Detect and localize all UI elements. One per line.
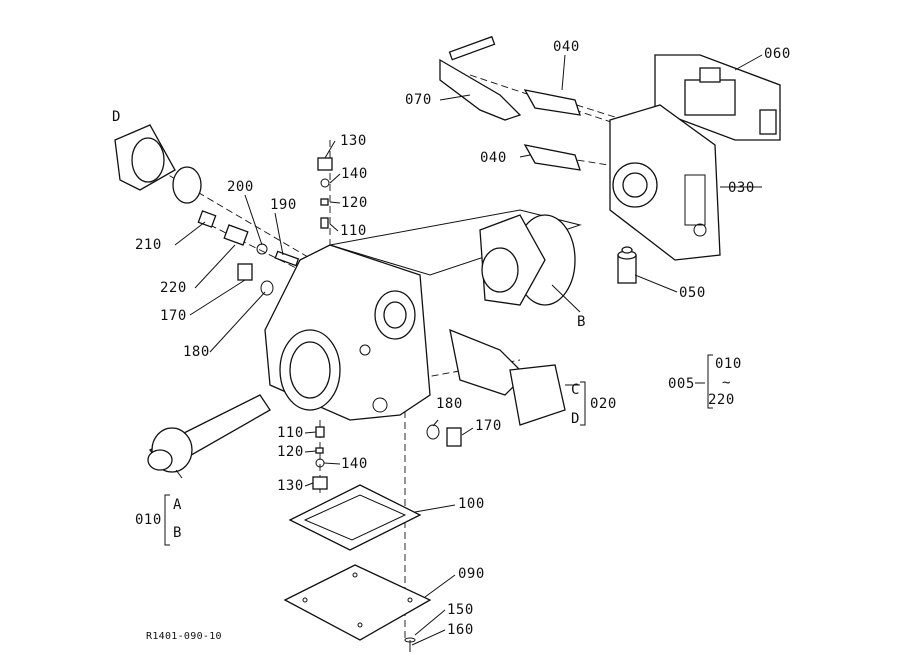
callout-b: B bbox=[173, 525, 182, 541]
figure-code: R1401-090-10 bbox=[146, 631, 222, 642]
callout-110-top: 110 bbox=[340, 223, 367, 239]
callout-040-mid: 040 bbox=[480, 150, 507, 166]
flange-d bbox=[115, 125, 201, 203]
callout-060: 060 bbox=[764, 46, 791, 62]
swash-plate-assembly bbox=[480, 215, 575, 305]
callout-210: 210 bbox=[135, 237, 162, 253]
callout-130-bottom: 130 bbox=[277, 478, 304, 494]
callout-040-top: 040 bbox=[553, 39, 580, 55]
callout-020: 020 bbox=[590, 396, 617, 412]
callout-c: C bbox=[571, 382, 580, 398]
callout-160: 160 bbox=[447, 622, 474, 638]
callout-110-bottom: 110 bbox=[277, 425, 304, 441]
cover-plate-090 bbox=[285, 565, 430, 640]
callout-090: 090 bbox=[458, 566, 485, 582]
callout-d-flange: D bbox=[112, 109, 121, 125]
plug-right bbox=[427, 425, 461, 446]
callout-100: 100 bbox=[458, 496, 485, 512]
callout-170-right: 170 bbox=[475, 418, 502, 434]
small-parts-left bbox=[198, 211, 298, 295]
gasket-100 bbox=[290, 485, 420, 550]
cylinder-020 bbox=[450, 330, 565, 425]
callout-190: 190 bbox=[270, 197, 297, 213]
callout-130-top: 130 bbox=[340, 133, 367, 149]
callout-140-bottom: 140 bbox=[341, 456, 368, 472]
callout-d-cylinder: D bbox=[571, 411, 580, 427]
brackets bbox=[165, 355, 713, 545]
relief-valve-050 bbox=[618, 247, 636, 283]
callout-180-left: 180 bbox=[183, 344, 210, 360]
input-shaft-010 bbox=[148, 395, 270, 472]
callout-005-tilde: ~ bbox=[722, 375, 731, 391]
callout-005: 005 bbox=[668, 376, 695, 392]
callout-140-top: 140 bbox=[341, 166, 368, 182]
callout-070: 070 bbox=[405, 92, 432, 108]
callout-120-bottom: 120 bbox=[277, 444, 304, 460]
callout-200: 200 bbox=[227, 179, 254, 195]
callout-b-pump: B bbox=[577, 314, 586, 330]
bolt-160 bbox=[405, 638, 415, 652]
callout-030: 030 bbox=[728, 180, 755, 196]
callout-a: A bbox=[173, 497, 182, 513]
callout-120-top: 120 bbox=[341, 195, 368, 211]
cartridge-valves bbox=[440, 37, 580, 170]
callout-170-left: 170 bbox=[160, 308, 187, 324]
callout-010: 010 bbox=[135, 512, 162, 528]
callout-180-right: 180 bbox=[436, 396, 463, 412]
callout-220: 220 bbox=[160, 280, 187, 296]
callout-050: 050 bbox=[679, 285, 706, 301]
callout-005-010: 010 bbox=[715, 356, 742, 372]
callout-150: 150 bbox=[447, 602, 474, 618]
callout-005-220: 220 bbox=[708, 392, 735, 408]
